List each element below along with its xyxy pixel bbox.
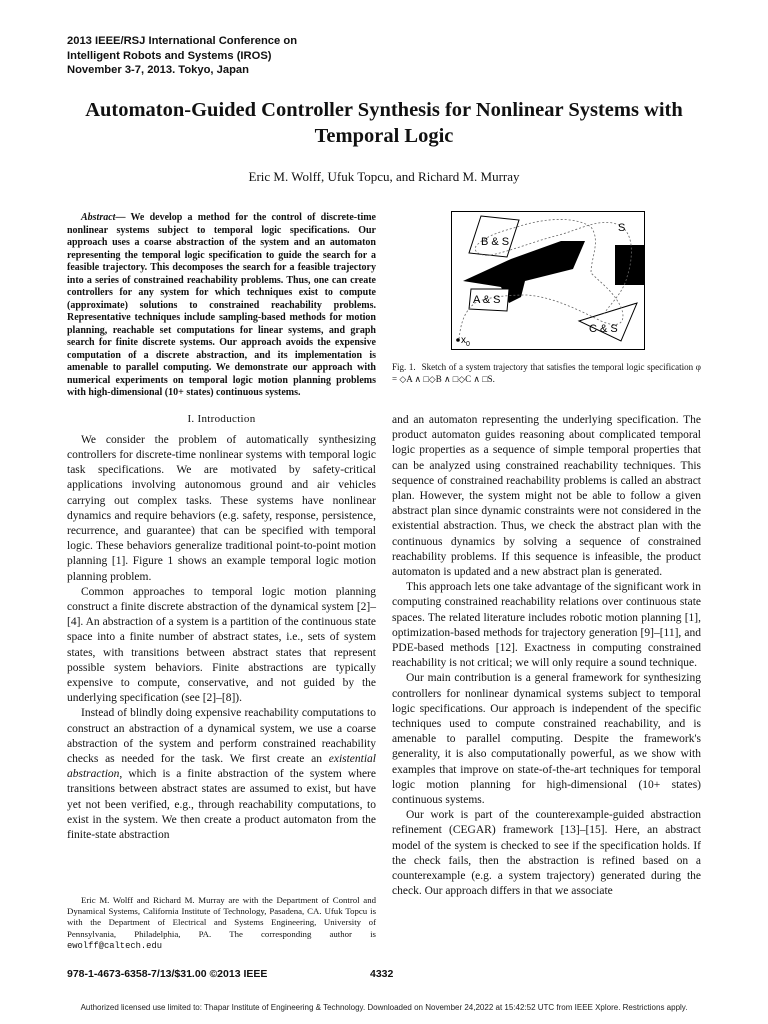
- author-footnote: [67, 895, 376, 952]
- footnote-paragraph: [67, 895, 376, 952]
- intro-paragraph-3: [67, 706, 376, 843]
- right-column: [392, 413, 701, 900]
- conference-header: [67, 34, 387, 78]
- figure-1: [451, 211, 645, 350]
- right-paragraph-4: Our work is part of the counterexample-guided abstraction refinement (CEGAR) framework [13]–[15]. Here, an abstract model of the system is checked to see if the specification holds. If the check fails, then the abstraction is refined based on a counterexample (e.g. a system trajectory) generated during the check. Our approach differs in that we associate: [392, 809, 701, 898]
- paper-title: Automaton-Guided Controller Synthesis for Nonlinear Systems with Temporal Logic: [85, 99, 683, 147]
- section-heading: I. Introduction: [187, 412, 256, 425]
- emphasis-text: existential abstraction: [67, 752, 376, 781]
- paper-authors: Eric M. Wolff, Ufuk Topcu, and Richard M. Murray: [248, 169, 520, 184]
- conference-line: November 3-7, 2013. Tokyo, Japan: [67, 64, 249, 76]
- isbn-line: 978-1-4673-6358-7/13/$31.00 ©2013 IEEE: [67, 968, 268, 980]
- paragraph-text: Instead of blindly doing expensive reachability computations to construct an abstraction of a dynamical system, we use a coarse abstraction of the system and perform constrained reachability checks as needed for the task. We first create an: [67, 707, 376, 765]
- initial-state-symbol: x: [461, 335, 466, 346]
- figure-1-drawing: [451, 211, 645, 350]
- right-paragraph-2: This approach lets one take advantage of the significant work in computing constrained reachability relations over continuous state spaces. The related literature includes robotic motion planning [1], optimization-based methods for trajectory generation [9]–[11], and PDE-based methods [12]. Exactness in computing constrained reachability is not critical; we will only require a sound technique.: [392, 581, 701, 670]
- paragraph-text: , which is a finite abstraction of the system where transitions between abstract states are assumed to exist, but have yet not been verified, e.g., through reachability computations, to exist in the system. We then create a product automaton from the finite-state abstraction: [67, 768, 376, 841]
- intro-paragraph-1: We consider the problem of automatically synthesizing controllers for discrete-time nonlinear systems with temporal logic task specifications. We are motivated by safety-critical applications involving autonomous ground and air vehicles carrying out complex tasks. These systems have nonlinear dynamics and require behaviors (e.g. safety, response, persistence, recurrence, and guarantee) that can be specified with temporal logic. These behaviors generalize traditional point-to-point motion planning [1]. Figure 1 shows an example temporal logic motion planning problem.: [67, 433, 376, 583]
- right-paragraph-1: and an automaton representing the underlying specification. The product automaton guides reasoning about complicated temporal logic properties as a sequence of simple temporal properties that can be analyzed using constrained reachability techniques. This sequence of constrained reachability problems is called an abstract plan. However, the system might not be able to follow a given abstract plan since dynamic constraints were not considered in the existential abstraction. Thus, we check the abstract plan with the continuous dynamics by solving a sequence of constrained reachability problems. If this sequence is infeasible, the product automaton is updated and a new abstract plan is generated.: [392, 414, 701, 579]
- region-b-label: B & S: [481, 236, 510, 248]
- abstract-label: Abstract: [81, 212, 116, 223]
- license-notice: Authorized licensed use limited to: Thapar Institute of Engineering & Technology. Downloaded on November 24,2022 at 15:42:52 UTC from IEEE Xplore. Restrictions apply.: [80, 1003, 688, 1012]
- left-column: [67, 212, 376, 843]
- safe-region-label: S: [618, 222, 626, 234]
- author-email-link[interactable]: ewolff@caltech.edu: [67, 940, 163, 951]
- region-a-label: A & S: [473, 294, 501, 306]
- abstract: [67, 212, 376, 400]
- intro-paragraph-2: Common approaches to temporal logic motion planning construct a finite discrete abstraction of the dynamical system [2]–[4]. An abstraction of a system is a partition of the continuous state space into a finite number of abstract states, i.e., sets of system states, with transitions between abstract states that represent possible system behaviors. Finite abstractions are typically expensive to compute, conservative, and not guided by the underlying specification (see [2]–[8]).: [67, 585, 376, 705]
- page-number: 4332: [370, 968, 394, 980]
- footnote-text: Eric M. Wolff and Richard M. Murray are with the Department of Control and Dynamical Systems, California Institute of Technology, Pasadena, CA. Ufuk Topcu is with the Department of Electrical and Systems Engineering, University of Pennsylvania, Philadelphia, PA. The corresponding author is: [67, 895, 376, 939]
- figure-caption-label: Fig. 1.: [392, 362, 416, 372]
- figure-caption-text: Sketch of a system trajectory that satisfies the temporal logic specification φ = ◇A ∧ □◇B ∧ □◇C ∧ □S.: [392, 362, 701, 384]
- figure-caption: [392, 362, 701, 385]
- initial-state-subscript: 0: [466, 341, 470, 348]
- conference-line: Intelligent Robots and Systems (IROS): [67, 49, 272, 62]
- conference-line: 2013 IEEE/RSJ International Conference on: [67, 35, 298, 47]
- abstract-text: — We develop a method for the control of discrete-time nonlinear systems subject to temporal logic specifications. Our approach uses a coarse abstraction of the system and an automaton representing the temporal logic specification to guide the search for a feasible trajectory. This decomposes the search for a feasible trajectory into a series of constrained reachability problems. Thus, one can create controllers for any system for which techniques exist to compute (approximate) solutions to constrained reachability problems. Representative techniques include sampling-based methods for motion planning, reachable set computations for linear systems, and graph search for finite discrete systems. Our approach avoids the expensive computation of a discrete abstraction, and its implementation is amenable to parallel computing. We demonstrate our approach with numerical experiments on temporal logic motion planning problems with high-dimensional (10+ states) continuous systems.: [67, 212, 376, 398]
- right-paragraph-3: Our main contribution is a general framework for synthesizing controllers for nonlinear dynamical systems subject to temporal logic specifications. Our approach is independent of the specific techniques used to compute constrained reachability, and is amenable to parallel computing. Despite the framework's generality, it is also computationally powerful, as we show with examples that improve on state-of-the-art techniques for temporal logic motion planning for high-dimensional (10+ states) continuous systems.: [392, 672, 701, 807]
- region-c-label: C & S: [589, 323, 618, 335]
- initial-state-marker: [456, 338, 460, 342]
